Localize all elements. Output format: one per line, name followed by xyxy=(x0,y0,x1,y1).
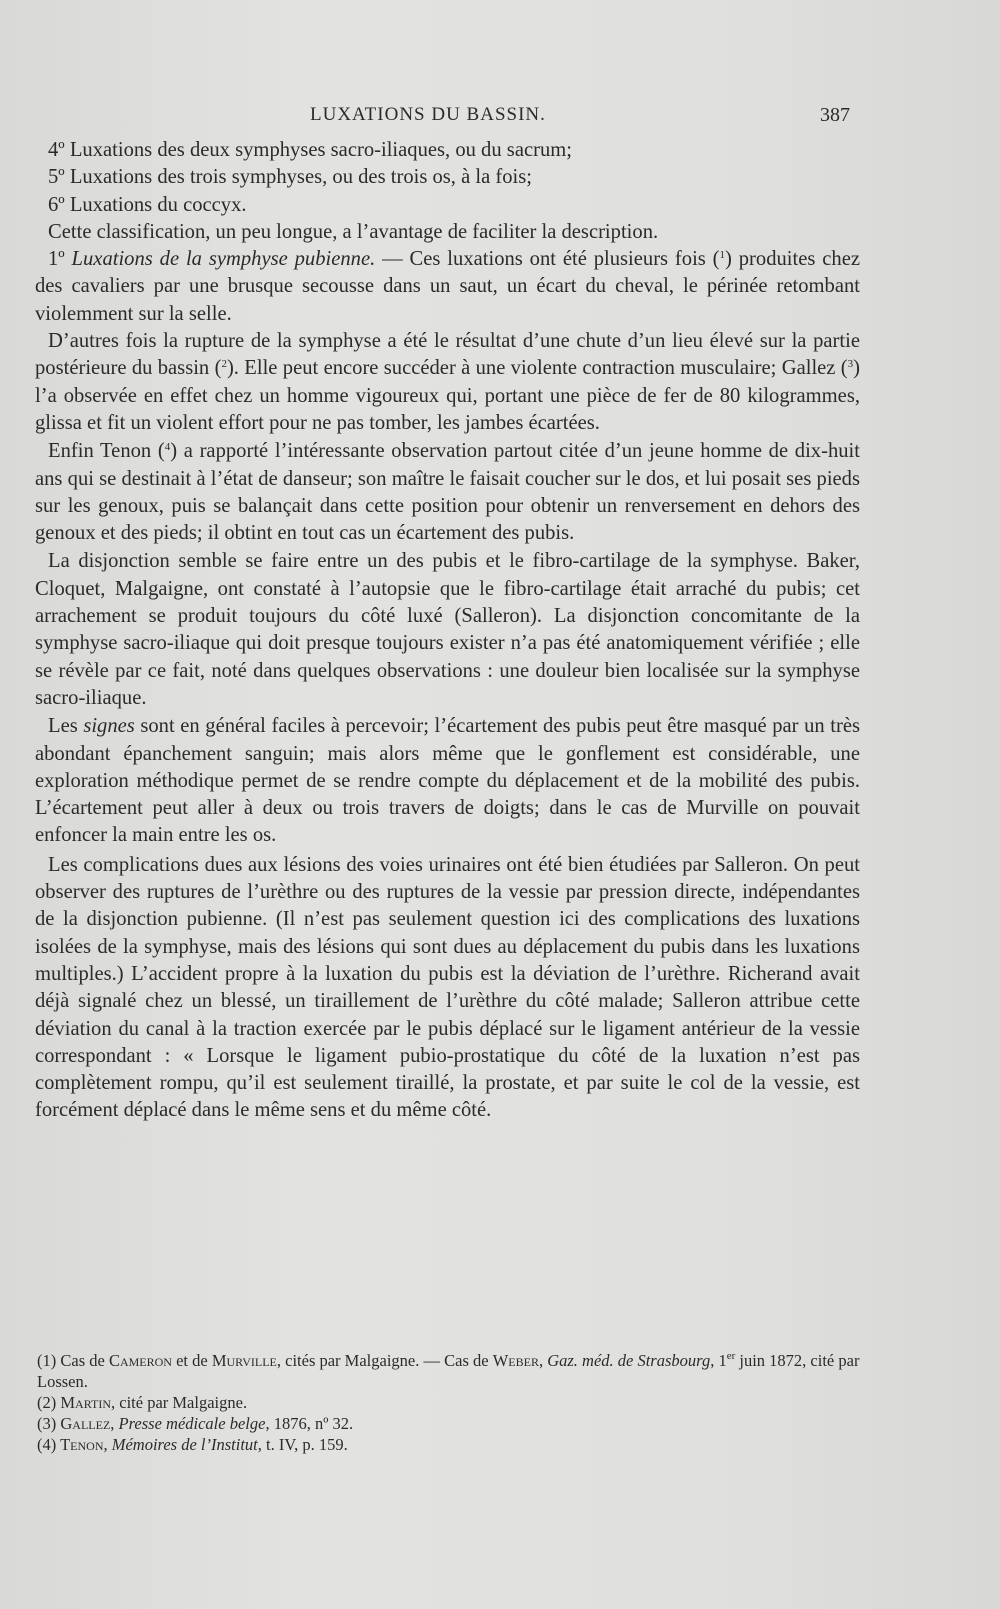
text-run: juin 1872, cité par Lossen. xyxy=(37,1351,860,1391)
footnote-mark: (3) xyxy=(37,1414,57,1433)
list-item: 5º Luxations des trois symphyses, ou des trois os, à la fois; xyxy=(48,166,533,189)
author-name: Gallez xyxy=(56,1414,111,1433)
text-run: , t. IV, p. 159. xyxy=(257,1435,348,1454)
footnote xyxy=(37,1392,867,1413)
running-title: LUXATIONS DU BASSIN. xyxy=(310,104,546,125)
footnote-ref: 3 xyxy=(847,358,854,371)
paragraph xyxy=(35,438,860,547)
text-run: D’autres fois la rupture de la symphyse a été le résultat d’une chute d’un lieu élevé sur la partie postérieure du bassin ( xyxy=(35,330,860,380)
footnotes xyxy=(37,1350,867,1455)
section-heading: Luxations de la symphyse pubienne. xyxy=(71,248,376,271)
text-run: Enfin Tenon ( xyxy=(48,440,165,463)
ordinal-suffix: er xyxy=(726,1350,736,1362)
text-run: , xyxy=(103,1435,112,1454)
emphasis: signes xyxy=(83,715,135,738)
journal-title: Gaz. méd. de Strasbourg xyxy=(547,1351,711,1370)
body-text xyxy=(35,137,860,1125)
section-number: 1º xyxy=(48,248,72,271)
text-run: Cas de xyxy=(56,1351,109,1370)
paragraph xyxy=(35,328,860,437)
text-run: ) l’a observée en effet chez un homme vigoureux qui, portant une pièce de fer de 80 kilogrammes, glissa et fit un violent effort pour ne pas tomber, les jambes écartées. xyxy=(35,357,861,434)
text-run: , cité par Malgaigne. xyxy=(111,1393,248,1412)
text-run: ). Elle peut encore succéder à une violente contraction musculaire; Gallez ( xyxy=(226,357,848,380)
journal-title: Presse médicale belge xyxy=(118,1414,266,1433)
text-run: Les xyxy=(48,715,84,738)
author-name: Cameron xyxy=(108,1351,172,1370)
footnote xyxy=(37,1350,867,1392)
text-run: , cités par Malgaigne. — Cas de xyxy=(276,1351,493,1370)
text-run: , xyxy=(110,1414,119,1433)
footnote xyxy=(37,1413,867,1434)
footnote-mark: (2) xyxy=(37,1393,57,1412)
paragraph xyxy=(35,246,860,328)
list-item: 6º Luxations du coccyx. xyxy=(48,193,247,216)
page-header xyxy=(45,104,850,134)
footnote xyxy=(37,1434,867,1455)
author-name: Martin xyxy=(56,1393,111,1412)
footnote-ref: 2 xyxy=(221,358,227,371)
footnote-ref: 4 xyxy=(164,441,171,454)
page-number: 387 xyxy=(820,104,850,126)
text-run: ) produites chez des cavaliers par une brusque secousse dans un saut, un écart du cheval, le périnée retombant violemment sur la selle. xyxy=(35,248,860,325)
paragraph: La disjonction semble se faire entre un des pubis et le fibro-cartilage de la symphyse. Baker, Cloquet, Malgaigne, ont constaté à l’autopsie que le fibro-cartilage était arraché du pubis; cet arrachement se produit toujours du côté luxé (Salleron). La disjonction concomitante de la symphyse sacro-iliaque qui doit presque toujours exister n’a pas été anatomiquement vérifiée ; elle se révèle par ce fait, noté dans quelques observations : une douleur bien localisée sur la symphyse sacro-iliaque. xyxy=(35,550,860,709)
author-name: Tenon xyxy=(56,1435,104,1454)
footnote-mark: (4) xyxy=(37,1435,57,1454)
paragraph: Cette classification, un peu longue, a l’avantage de faciliter la description. xyxy=(48,220,659,243)
list-item: 4º Luxations des deux symphyses sacro-iliaques, ou du sacrum; xyxy=(48,139,572,161)
text-run: , xyxy=(538,1351,548,1370)
text-run: sont en général faciles à percevoir; l’écartement des pubis peut être masqué par un très abondant épanchement sanguin; mais alors même que le gonflement est considérable, une exploration méthodique permet de se rendre compte du déplacement et de la mobilité des pubis. L’écartement peut aller à deux ou trois travers de doigts; dans le cas de Murville on pouvait enfoncer la main entre les os. xyxy=(35,715,860,847)
text-run: , 1876, nº 32. xyxy=(265,1414,354,1433)
author-name: Murville xyxy=(211,1351,277,1370)
text-run: — Ces luxations ont été plusieurs fois ( xyxy=(375,248,720,271)
footnote-ref: 1 xyxy=(719,249,726,262)
text-run: et de xyxy=(171,1351,212,1370)
footnote-mark: (1) xyxy=(37,1351,57,1370)
journal-title: Mémoires de l’Institut xyxy=(111,1435,258,1454)
author-name: Weber xyxy=(492,1351,539,1370)
text-run: ) a rapporté l’intéressante observation partout citée d’un jeune homme de dix-huit ans qui se destinait à l’état de danseur; son maître le faisait coucher sur le dos, et lui posait ses pieds sur les genoux, puis se balançait dans cette position pour obtenir un renversement en dehors des genoux et des pieds; il obtint en tout cas un écartement des pubis. xyxy=(35,440,860,545)
text-run: , 1 xyxy=(710,1351,727,1370)
paragraph xyxy=(35,713,860,849)
paragraph: Les complications dues aux lésions des voies urinaires ont été bien étudiées par Salleron. On peut observer des ruptures de l’urèthre ou des ruptures de la vessie par pression directe, indépendantes de la disjonction pubienne. (Il n’est pas seulement question ici des complications des luxations isolées de la symphyse, mais des lésions qui sont dues au déplacement du pubis dans les luxations multiples.) L’accident propre à la luxation du pubis est la déviation de l’urèthre. Richerand avait déjà signalé chez un blessé, un tiraillement de l’urèthre du côté malade; Salleron attribue cette déviation du canal à la traction exercée par le pubis déplacé sur le ligament antérieur de la vessie correspondant : « Lorsque le ligament pubio-prostatique du côté de la luxation n’est pas complètement rompu, qu’il est seulement tiraillé, la prostate, et par suite le col de la vessie, est forcément déplacé dans le même sens et du même côté. xyxy=(35,853,860,1122)
